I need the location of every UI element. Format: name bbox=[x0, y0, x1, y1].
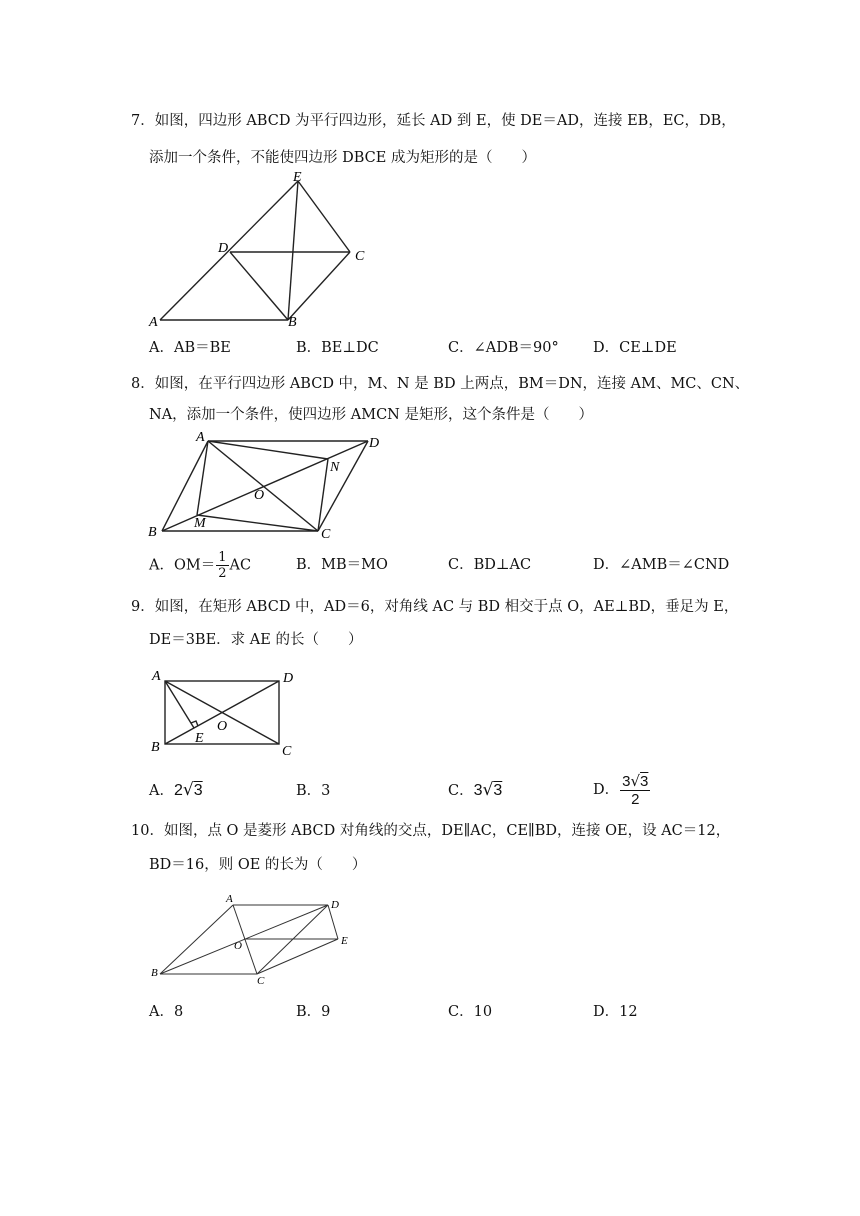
q7-label-A: A bbox=[149, 315, 158, 330]
q9-text-line2: DE＝3BE．求 AE 的长（ ） bbox=[149, 632, 363, 648]
q8-option-a bbox=[149, 551, 251, 580]
q9-option-c-radicand: 3 bbox=[493, 782, 503, 799]
q9-figure bbox=[140, 665, 310, 760]
q8-figure bbox=[140, 425, 400, 545]
q10-option-c: C．10 bbox=[448, 1004, 493, 1020]
q9-label-E: E bbox=[195, 731, 204, 746]
q8-option-c: C．BD⊥AC bbox=[448, 557, 532, 573]
q9-label-O: O bbox=[217, 719, 228, 734]
q7-option-b: B．BE⊥DC bbox=[296, 340, 379, 356]
q10-option-d: D．12 bbox=[593, 1004, 638, 1020]
q7-option-c: C．∠ADB＝90° bbox=[448, 340, 559, 356]
q9-option-a-label: A． bbox=[149, 783, 174, 799]
q9-option-d bbox=[593, 770, 651, 810]
q10-label-C: C bbox=[257, 975, 265, 987]
q9-option-d-numerator: 3√3 bbox=[622, 771, 649, 790]
q10-figure bbox=[140, 888, 370, 988]
q7-text-line2: 添加一个条件，不能使四边形 DBCE 成为矩形的是（ ） bbox=[149, 150, 536, 166]
q8-option-a-denominator: 2 bbox=[218, 566, 227, 581]
q9-option-d-label: D． bbox=[593, 782, 620, 798]
q10-text-line1: 10．如图，点 O 是菱形 ABCD 对角线的交点，DE∥AC，CE∥BD，连接 OE，设 AC＝12， bbox=[131, 823, 731, 839]
q7-text-line1: 7．如图，四边形 ABCD 为平行四边形，延长 AD 到 E，使 DE＝AD，连接 EB，EC，DB， bbox=[131, 113, 736, 129]
q9-option-d-num-radicand: 3 bbox=[640, 772, 649, 790]
q8-option-d: D．∠AMB＝∠CND bbox=[593, 557, 730, 573]
q9-option-a-coef: 2 bbox=[173, 782, 183, 799]
q9-option-c-label: C． bbox=[448, 783, 474, 799]
q9-label-C: C bbox=[282, 744, 292, 759]
q8-option-a-prefix: A．OM＝ bbox=[149, 557, 216, 574]
q8-option-a-fraction bbox=[216, 551, 228, 580]
q10-label-E: E bbox=[341, 935, 348, 947]
q9-label-B: B bbox=[151, 740, 160, 755]
q9-option-c-coef: 3 bbox=[473, 782, 483, 799]
q8-option-a-numerator: 1 bbox=[218, 550, 227, 565]
q8-text-line2: NA，添加一个条件，使四边形 AMCN 是矩形，这个条件是（ ） bbox=[149, 407, 593, 423]
q7-label-B: B bbox=[288, 315, 297, 330]
q7-figure bbox=[140, 168, 380, 333]
q7-label-C: C bbox=[355, 249, 365, 264]
q10-text-line2: BD＝16，则 OE 的长为（ ） bbox=[149, 857, 367, 873]
q8-label-M: M bbox=[194, 516, 206, 531]
q8-label-A: A bbox=[196, 430, 205, 445]
q7-option-a: A．AB＝BE bbox=[149, 340, 231, 356]
q7-label-D: D bbox=[218, 241, 229, 256]
q9-label-D: D bbox=[283, 671, 294, 686]
q10-label-D: D bbox=[331, 899, 339, 911]
q10-label-B: B bbox=[151, 967, 158, 979]
q7-option-d: D．CE⊥DE bbox=[593, 340, 677, 356]
q8-option-b: B．MB＝MO bbox=[296, 557, 388, 573]
q9-option-a-radicand: 3 bbox=[193, 782, 203, 799]
q8-label-N: N bbox=[330, 460, 340, 475]
q9-option-d-denominator: 2 bbox=[631, 790, 640, 808]
q9-option-d-num-coef: 3 bbox=[622, 772, 631, 790]
q9-option-b: B．3 bbox=[296, 783, 331, 799]
q9-option-c: C．3√3 bbox=[448, 780, 503, 800]
q9-option-a: A．2√3 bbox=[149, 780, 203, 800]
q8-label-D: D bbox=[369, 436, 380, 451]
q10-option-b: B．9 bbox=[296, 1004, 331, 1020]
q8-text-line1: 8．如图，在平行四边形 ABCD 中，M、N 是 BD 上两点，BM＝DN，连接 AM、MC、CN、 bbox=[131, 376, 750, 392]
q9-option-d-fraction bbox=[620, 771, 650, 808]
q8-label-B: B bbox=[148, 525, 157, 540]
q8-label-C: C bbox=[321, 527, 331, 542]
q8-option-a-suffix: AC bbox=[229, 557, 252, 574]
q10-option-a: A．8 bbox=[149, 1004, 184, 1020]
q7-label-E: E bbox=[293, 170, 302, 185]
q8-label-O: O bbox=[254, 488, 265, 503]
q9-text-line1: 9．如图，在矩形 ABCD 中，AD＝6，对角线 AC 与 BD 相交于点 O，AE⊥BD，垂足为 E， bbox=[131, 599, 739, 615]
q10-label-A: A bbox=[226, 893, 233, 905]
q10-label-O: O bbox=[234, 940, 242, 952]
q9-label-A: A bbox=[152, 669, 161, 684]
